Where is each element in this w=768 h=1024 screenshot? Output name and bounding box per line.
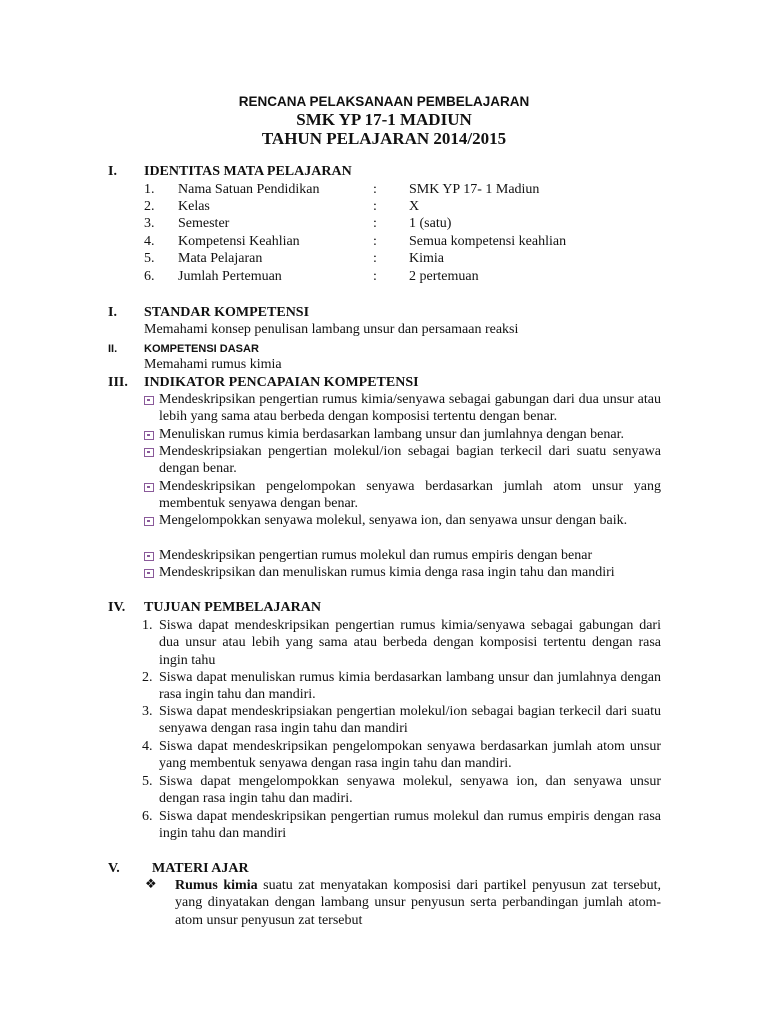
section-heading: STANDAR KOMPETENSI xyxy=(144,305,310,320)
objective-number: 4. xyxy=(142,739,153,754)
row-label: Jumlah Pertemuan xyxy=(178,269,282,284)
section-text: Memahami konsep penulisan lambang unsur dan persamaan reaksi xyxy=(144,322,519,337)
indicator-item: Mendeskripsikan pengertian rumus kimia/senyawa sebagai gabungan dari dua unsur atau lebih yang sama atau berbeda dengan komposisi tertentu dengan benar. xyxy=(159,392,661,425)
section-number: I. xyxy=(108,305,117,320)
section-number: III. xyxy=(108,375,128,390)
objective-item: Siswa dapat mengelompokkan senyawa molekul, senyawa ion, dan senyawa unsur dengan rasa ingin tahu dan madiri. xyxy=(159,774,661,807)
indicator-item: Mendeskripsikan dan menuliskan rumus kimia denga rasa ingin tahu dan mandiri xyxy=(159,565,615,580)
square-bullet-icon xyxy=(144,552,154,561)
objective-item: Siswa dapat mendeskripsikan pengertian rumus kimia/senyawa sebagai gabungan dari dua unsur atau lebih yang sama atau berbeda dengan komposisi tertentu dengan rasa ingin tahu xyxy=(159,618,661,668)
square-bullet-icon xyxy=(144,569,154,578)
row-label: Semester xyxy=(178,216,230,231)
objective-number: 3. xyxy=(142,704,153,719)
section-text: Memahami rumus kimia xyxy=(144,357,282,372)
square-bullet-icon xyxy=(144,448,154,457)
material-term: Rumus kimia xyxy=(175,878,258,893)
row-label: Kompetensi Keahlian xyxy=(178,234,300,249)
indicator-item: Menuliskan rumus kimia berdasarkan lambang unsur dan jumlahnya dengan benar. xyxy=(159,427,624,442)
row-value: Kimia xyxy=(409,251,444,266)
indicator-item: Mendeskripsiakan pengertian molekul/ion sebagai bagian terkecil dari suatu senyawa dengan benar. xyxy=(159,444,661,477)
section-number: IV. xyxy=(108,600,126,615)
material-item xyxy=(175,877,661,929)
row-value: 1 (satu) xyxy=(409,216,452,231)
objective-number: 6. xyxy=(142,809,153,824)
row-value: Semua kompetensi keahlian xyxy=(409,234,567,249)
row-separator: : xyxy=(373,182,377,197)
objective-number: 1. xyxy=(142,618,153,633)
row-separator: : xyxy=(373,216,377,231)
square-bullet-icon xyxy=(144,483,154,492)
section-heading: MATERI AJAR xyxy=(152,861,249,876)
square-bullet-icon xyxy=(144,431,154,440)
school-name: SMK YP 17-1 MADIUN xyxy=(296,110,472,129)
row-number: 1. xyxy=(144,182,155,197)
indicator-item: Mengelompokkan senyawa molekul, senyawa ion, dan senyawa unsur dengan baik. xyxy=(159,513,628,528)
objective-item: Siswa dapat mendeskripsikan pengertian rumus molekul dan rumus empiris dengan rasa ingin tahu dan mandiri xyxy=(159,809,661,842)
row-value: SMK YP 17- 1 Madiun xyxy=(409,182,540,197)
row-separator: : xyxy=(373,269,377,284)
section-number: I. xyxy=(108,164,117,179)
row-label: Nama Satuan Pendidikan xyxy=(178,182,320,197)
material-definition: suatu zat menyatakan komposisi dari partikel penyusun zat tersebut, yang dinyatakan dengan lambang unsur penyusun serta perbandingan jumlah atom-atom unsur penyusun zat tersebut xyxy=(175,878,662,928)
square-bullet-icon xyxy=(144,396,154,405)
section-heading: KOMPETENSI DASAR xyxy=(144,343,259,355)
row-number: 5. xyxy=(144,251,155,266)
academic-year: TAHUN PELAJARAN 2014/2015 xyxy=(261,129,507,148)
indicator-item: Mendeskripsikan pengertian rumus molekul dan rumus empiris dengan benar xyxy=(159,548,593,563)
objective-number: 5. xyxy=(142,774,153,789)
doc-title: RENCANA PELAKSANAAN PEMBELAJARAN xyxy=(238,94,530,109)
row-value: 2 pertemuan xyxy=(409,269,479,284)
objective-item: Siswa dapat menuliskan rumus kimia berdasarkan lambang unsur dan jumlahnya dengan rasa ingin tahu dan mandiri. xyxy=(159,670,661,703)
row-separator: : xyxy=(373,234,377,249)
objective-number: 2. xyxy=(142,670,153,685)
row-number: 6. xyxy=(144,269,155,284)
row-separator: : xyxy=(373,199,377,214)
row-number: 4. xyxy=(144,234,155,249)
objective-item: Siswa dapat mendeskripsikan pengelompokan senyawa berdasarkan jumlah atom unsur yang membentuk senyawa dengan rasa ingin tahu dan mandiri. xyxy=(159,739,661,772)
diamond-bullet-icon: ❖ xyxy=(145,877,157,892)
row-label: Mata Pelajaran xyxy=(178,251,263,266)
section-heading: INDIKATOR PENCAPAIAN KOMPETENSI xyxy=(144,375,419,390)
row-number: 2. xyxy=(144,199,155,214)
row-separator: : xyxy=(373,251,377,266)
section-heading: TUJUAN PEMBELAJARAN xyxy=(144,600,321,615)
row-number: 3. xyxy=(144,216,155,231)
square-bullet-icon xyxy=(144,517,154,526)
indicator-item: Mendeskripsikan pengelompokan senyawa berdasarkan jumlah atom unsur yang membentuk senyawa dengan benar. xyxy=(159,479,661,512)
row-value: X xyxy=(409,199,420,214)
section-number: II. xyxy=(108,343,118,355)
section-number: V. xyxy=(108,861,120,876)
row-label: Kelas xyxy=(178,199,210,214)
objective-item: Siswa dapat mendeskripsiakan pengertian molekul/ion sebagai bagian terkecil dari suatu senyawa dengan rasa ingin tahu dan mandiri xyxy=(159,704,661,737)
section-heading: IDENTITAS MATA PELAJARAN xyxy=(144,164,352,179)
